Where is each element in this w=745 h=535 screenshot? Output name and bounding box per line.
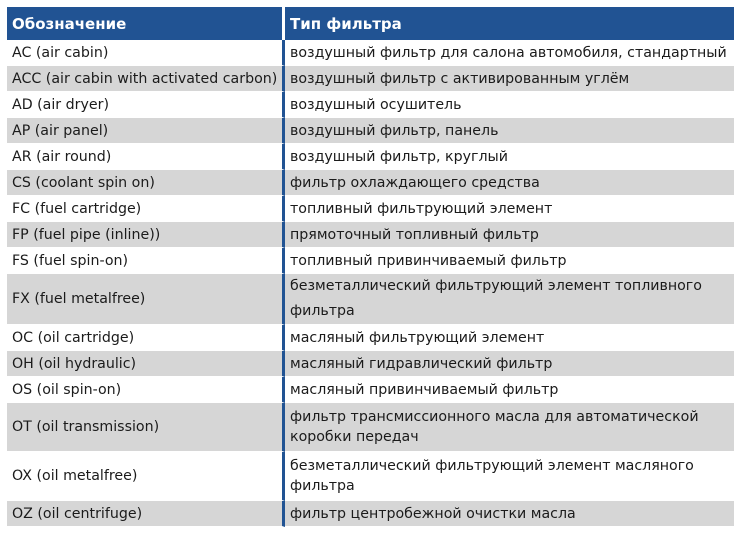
table-row — [7, 403, 734, 452]
designation-cell: OT (oil transmission) — [7, 403, 285, 452]
table-header-row — [7, 7, 734, 40]
table-row — [7, 222, 734, 248]
designation-cell: OC (oil cartridge) — [7, 325, 285, 351]
filter-type-cell: воздушный фильтр с активированным углём — [285, 66, 734, 92]
table-row — [7, 377, 734, 403]
filter-type-text: фильтр трансмиссионного масла для автоматической коробки передач — [290, 409, 699, 445]
filter-type-cell — [285, 452, 734, 501]
designation-cell: FC (fuel cartridge) — [7, 196, 285, 222]
filter-type-cell — [285, 274, 734, 325]
filter-designation-table — [7, 7, 734, 527]
designation-cell: CS (coolant spin on) — [7, 170, 285, 196]
filter-type-cell: масляный привинчиваемый фильтр — [285, 377, 734, 403]
table-row — [7, 452, 734, 501]
designation-cell: ACC (air cabin with activated carbon) — [7, 66, 285, 92]
designation-cell: AD (air dryer) — [7, 92, 285, 118]
filter-type-cell: топливный привинчиваемый фильтр — [285, 248, 734, 274]
filter-type-cell: топливный фильтрующий элемент — [285, 196, 734, 222]
table-row — [7, 170, 734, 196]
table-row — [7, 118, 734, 144]
table-row — [7, 196, 734, 222]
filter-type-cell: прямоточный топливный фильтр — [285, 222, 734, 248]
column-header-filter-type: Тип фильтра — [285, 7, 734, 40]
table — [7, 7, 734, 527]
table-row — [7, 66, 734, 92]
designation-cell: OH (oil hydraulic) — [7, 351, 285, 377]
table-row — [7, 248, 734, 274]
designation-cell: OZ (oil centrifuge) — [7, 501, 285, 527]
filter-type-cell: воздушный осушитель — [285, 92, 734, 118]
filter-type-cell: воздушный фильтр для салона автомобиля, стандартный — [285, 40, 734, 66]
filter-type-cell: воздушный фильтр, круглый — [285, 144, 734, 170]
table-row — [7, 351, 734, 377]
designation-cell: AR (air round) — [7, 144, 285, 170]
table-row — [7, 144, 734, 170]
designation-cell: AC (air cabin) — [7, 40, 285, 66]
filter-type-cell: масляный фильтрующий элемент — [285, 325, 734, 351]
filter-type-cell: фильтр охлаждающего средства — [285, 170, 734, 196]
designation-cell: FP (fuel pipe (inline)) — [7, 222, 285, 248]
designation-cell: OS (oil spin-on) — [7, 377, 285, 403]
designation-cell: OX (oil metalfree) — [7, 452, 285, 501]
filter-type-text: безметаллический фильтрующий элемент топливного фильтра — [290, 278, 702, 319]
column-header-designation: Обозначение — [7, 7, 285, 40]
table-row — [7, 92, 734, 118]
filter-type-text: безметаллический фильтрующий элемент масляного фильтра — [290, 458, 694, 494]
designation-cell: FX (fuel metalfree) — [7, 274, 285, 325]
designation-cell: AP (air panel) — [7, 118, 285, 144]
filter-type-cell: масляный гидравлический фильтр — [285, 351, 734, 377]
table-row — [7, 325, 734, 351]
designation-cell: FS (fuel spin-on) — [7, 248, 285, 274]
table-row — [7, 40, 734, 66]
filter-type-cell — [285, 403, 734, 452]
table-row — [7, 501, 734, 527]
filter-type-cell: фильтр центробежной очистки масла — [285, 501, 734, 527]
table-row — [7, 274, 734, 325]
filter-type-cell: воздушный фильтр, панель — [285, 118, 734, 144]
